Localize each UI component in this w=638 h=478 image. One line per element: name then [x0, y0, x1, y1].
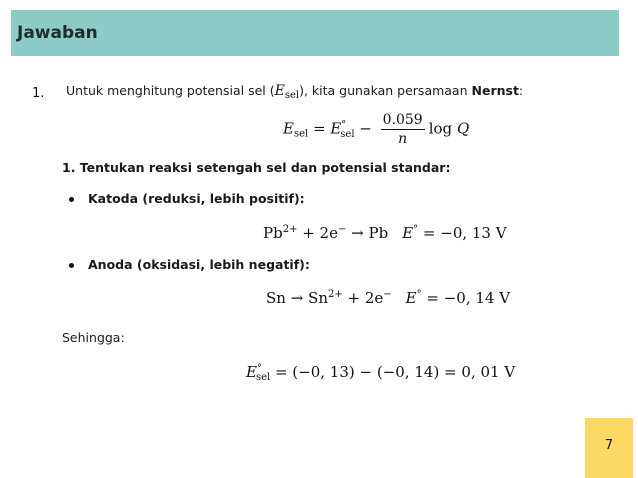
conclusion-E: E [246, 363, 257, 381]
nernst-sub: sel [293, 128, 309, 140]
intro-after: ), kita gunakan persamaan [299, 83, 472, 98]
cathode-mid: + 2e [297, 224, 338, 242]
intro-before: Untuk menghitung potensial sel ( [66, 83, 275, 98]
nernst-eq: = [308, 119, 331, 138]
cathode-value: = −0, 13 V [418, 224, 507, 242]
anode-label: Anoda (oksidasi, lebih negatif): [88, 257, 310, 272]
intro-symbol-E: E [274, 83, 285, 99]
conclusion-label: Sehingga: [62, 330, 125, 345]
nernst-minus: − [354, 119, 377, 138]
intro-nernst: Nernst [471, 83, 519, 98]
cathode-left: Pb [263, 224, 283, 242]
cathode-equation [263, 224, 507, 242]
anode-equation [266, 289, 510, 307]
nernst-E0: E [330, 119, 342, 138]
cathode-deg: ° [413, 224, 419, 235]
conclusion-deg: ° [256, 363, 262, 374]
nernst-log: log [428, 119, 453, 138]
intro-end: : [518, 83, 524, 98]
item-number: 1. [32, 86, 45, 101]
cathode-label: Katoda (reduksi, lebih positif): [88, 191, 305, 206]
header-title: Jawaban [17, 23, 98, 43]
nernst-E: E [283, 119, 294, 138]
page-number: 7 [604, 438, 614, 453]
intro-text [66, 83, 523, 101]
cathode-left-sup: 2+ [282, 224, 298, 235]
step1-label: 1. Tentukan reaksi setengah sel dan potensial standar: [62, 160, 451, 175]
anode-left: Sn → Sn [266, 289, 328, 307]
anode-value: = −0, 14 V [421, 289, 511, 307]
intro-symbol [275, 83, 299, 99]
conclusion-rest: = (−0, 13) − (−0, 14) = 0, 01 V [270, 363, 516, 381]
cathode-arrow: → Pb [346, 224, 389, 242]
anode-mid: + 2e [342, 289, 384, 307]
anode-deg: ° [416, 289, 422, 300]
cathode-E: E [402, 224, 414, 242]
cathode-bullet [69, 197, 74, 202]
nernst-sub0: sel [340, 128, 355, 140]
cathode-mid-sup: − [337, 224, 347, 235]
page-number-box [585, 418, 633, 478]
intro-symbol-sub: sel [284, 90, 300, 101]
nernst-deg: ° [341, 119, 347, 131]
conclusion-sub: sel [255, 372, 271, 383]
anode-mid-sup: − [383, 289, 392, 300]
nernst-numerator: 0.059 [382, 112, 423, 128]
nernst-fraction [381, 112, 425, 147]
slide-header [11, 10, 619, 56]
anode-E: E [405, 289, 417, 307]
nernst-equation [283, 112, 469, 147]
nernst-Q: Q [456, 119, 470, 138]
anode-bullet [69, 263, 74, 268]
anode-left-sup: 2+ [327, 289, 343, 300]
nernst-denominator: n [398, 131, 408, 147]
conclusion-equation [246, 363, 515, 383]
